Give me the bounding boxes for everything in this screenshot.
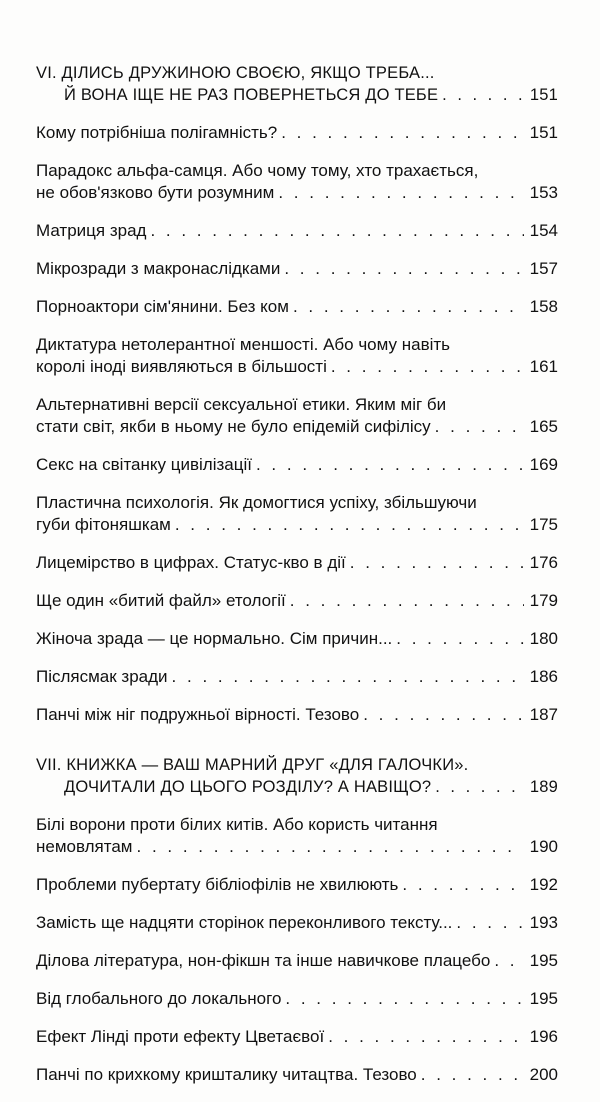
toc-entry-line: Парадокс альфа-самця. Або чому тому, хто трахається,: [36, 161, 479, 180]
toc-entry-last-line: [36, 776, 558, 798]
toc-section-entry: [36, 666, 558, 688]
page-number: 186: [529, 667, 558, 686]
toc-entry-last-line: [36, 950, 558, 972]
page-number: 165: [529, 417, 558, 436]
page-number: 169: [529, 455, 558, 474]
toc-entry-line: Білі ворони проти білих китів. Або користь читання: [36, 815, 438, 834]
toc-entry-last-line: [36, 836, 558, 858]
toc-entry-last-line: [36, 628, 558, 650]
toc-entry-line: Альтернативні версії сексуальної етики. Яким міг би: [36, 395, 447, 414]
page-number: 196: [529, 1027, 558, 1046]
leader-dots: [278, 182, 524, 204]
page-number: 176: [529, 553, 558, 572]
toc-entry-last-line: [36, 912, 558, 934]
toc-entry-title: Лицемірство в цифрах. Статус-кво в дії: [36, 553, 346, 572]
leader-dots: [175, 514, 524, 536]
toc-entry-line: Диктатура нетолерантної меншості. Або чому навіть: [36, 335, 451, 354]
toc-section-entry: [36, 122, 558, 144]
leader-dots: [350, 552, 524, 574]
toc-entry-last-line: [36, 356, 558, 378]
toc-entry-last-line: [36, 552, 558, 574]
leader-dots: [285, 988, 524, 1010]
page-number: 158: [529, 297, 558, 316]
toc-entry-title: Секс на світанку цивілізації: [36, 455, 252, 474]
toc-section-entry: [36, 1064, 558, 1086]
page-number: 180: [529, 629, 558, 648]
page-number: 154: [529, 221, 558, 240]
page-number: 189: [529, 778, 558, 796]
toc-section-entry: [36, 704, 558, 726]
page-number: 151: [529, 123, 558, 142]
leader-dots: [331, 356, 524, 378]
leader-dots: [172, 666, 524, 688]
page-number: 175: [529, 515, 558, 534]
toc-section-entry: [36, 590, 558, 612]
toc-entry-title: Замість ще надцяти сторінок переконливого тексту...: [36, 913, 453, 932]
leader-dots: [137, 836, 525, 858]
toc-entry-title: Ще один «битий файл» етології: [36, 591, 286, 610]
toc-chapter-entry: [36, 754, 558, 798]
toc-section-entry: [36, 988, 558, 1010]
leader-dots: [150, 220, 524, 242]
page-number: 190: [529, 837, 558, 856]
toc-entry-title: Ділова література, нон-фікшн та інше навичкове плацебо: [36, 951, 491, 970]
toc-section-entry: [36, 220, 558, 242]
toc-entry-title: Порноактори сім'янини. Без ком: [36, 297, 289, 316]
leader-dots: [456, 912, 524, 934]
leader-dots: [284, 258, 524, 280]
leader-dots: [435, 416, 524, 438]
toc-section-entry: [36, 874, 558, 896]
toc-entry-title: ДОЧИТАЛИ ДО ЦЬОГО РОЗДІЛУ? А НАВІЩО?: [64, 778, 432, 796]
toc-section-entry: [36, 160, 558, 204]
toc-entry-title: Й ВОНА ІЩЕ НЕ РАЗ ПОВЕРНЕТЬСЯ ДО ТЕБЕ: [64, 86, 439, 104]
leader-dots: [256, 454, 524, 476]
toc-section-entry: [36, 628, 558, 650]
toc-entry-title: Кому потрібніша полігамність?: [36, 123, 278, 142]
page-number: 193: [529, 913, 558, 932]
toc-entry-title: Панчі по крихкому кришталику читацтва. Тезово: [36, 1065, 417, 1084]
toc-entry-line: Пластична психологія. Як домогтися успіху, збільшуючи: [36, 493, 477, 512]
leader-dots: [363, 704, 524, 726]
page-number: 195: [529, 989, 558, 1008]
toc-section-entry: [36, 814, 558, 858]
toc-entry-last-line: [36, 874, 558, 896]
leader-dots: [421, 1064, 524, 1086]
toc-entry-title: Проблеми пубертату бібліофілів не хвилюють: [36, 875, 399, 894]
leader-dots: [281, 122, 524, 144]
toc-entry-last-line: [36, 84, 558, 106]
leader-dots: [293, 296, 524, 318]
toc-entry-last-line: [36, 1064, 558, 1086]
toc-section-entry: [36, 912, 558, 934]
page-number: 161: [529, 357, 558, 376]
toc-entry-last-line: [36, 1026, 558, 1048]
toc-entry-title: королі іноді виявляються в більшості: [36, 357, 327, 376]
page-number: 157: [529, 259, 558, 278]
toc-entry-title: Жіноча зрада — це нормально. Сім причин...: [36, 629, 393, 648]
toc-entry-last-line: [36, 416, 558, 438]
toc-entry-title: немовлятам: [36, 837, 133, 856]
toc-entry-title: Мікрозради з макронаслідками: [36, 259, 281, 278]
page-number: 195: [529, 951, 558, 970]
toc-entry-last-line: [36, 590, 558, 612]
leader-dots: [494, 950, 524, 972]
toc-section-entry: [36, 334, 558, 378]
toc-section-entry: [36, 454, 558, 476]
page-number: 153: [529, 183, 558, 202]
toc-section-entry: [36, 552, 558, 574]
leader-dots: [435, 776, 524, 798]
toc-section-entry: [36, 258, 558, 280]
leader-dots: [402, 874, 524, 896]
toc-entry-line: VI. ДІЛИСЬ ДРУЖИНОЮ СВОЄЮ, ЯКЩО ТРЕБА...: [36, 64, 435, 82]
toc-entry-title: Ефект Лінді проти ефекту Цветаєвої: [36, 1027, 325, 1046]
toc-entry-last-line: [36, 666, 558, 688]
toc-entry-last-line: [36, 182, 558, 204]
toc-section-entry: [36, 296, 558, 318]
leader-dots: [396, 628, 524, 650]
toc-entry-last-line: [36, 296, 558, 318]
page-number: 200: [529, 1065, 558, 1084]
toc-entry-last-line: [36, 258, 558, 280]
toc-entry-last-line: [36, 988, 558, 1010]
toc-entry-line: VII. КНИЖКА — ВАШ МАРНИЙ ДРУГ «ДЛЯ ГАЛОЧКИ».: [36, 756, 469, 774]
toc-section-entry: [36, 950, 558, 972]
page-number: 192: [529, 875, 558, 894]
toc-entry-title: Післясмак зради: [36, 667, 168, 686]
toc-entry-last-line: [36, 514, 558, 536]
leader-dots: [328, 1026, 524, 1048]
toc-chapter-entry: [36, 62, 558, 106]
page-number: 187: [529, 705, 558, 724]
toc-entry-last-line: [36, 220, 558, 242]
toc-entry-title: Матриця зрад: [36, 221, 147, 240]
toc-entry-title: стати світ, якби в ньому не було епідемій сифілісу: [36, 417, 431, 436]
toc-section-entry: [36, 394, 558, 438]
toc-entry-last-line: [36, 122, 558, 144]
toc-entry-title: Панчі між ніг подружньої вірності. Тезово: [36, 705, 360, 724]
page-number: 151: [529, 86, 558, 104]
toc-entry-title: губи фітоняшкам: [36, 515, 171, 534]
toc-entry-last-line: [36, 704, 558, 726]
leader-dots: [290, 590, 524, 612]
page-number: 179: [529, 591, 558, 610]
toc-section-entry: [36, 1026, 558, 1048]
table-of-contents: [36, 62, 558, 1102]
toc-entry-last-line: [36, 454, 558, 476]
leader-dots: [442, 84, 524, 106]
toc-entry-title: Від глобального до локального: [36, 989, 282, 1008]
toc-section-entry: [36, 492, 558, 536]
toc-entry-title: не обов'язково бути розумним: [36, 183, 275, 202]
